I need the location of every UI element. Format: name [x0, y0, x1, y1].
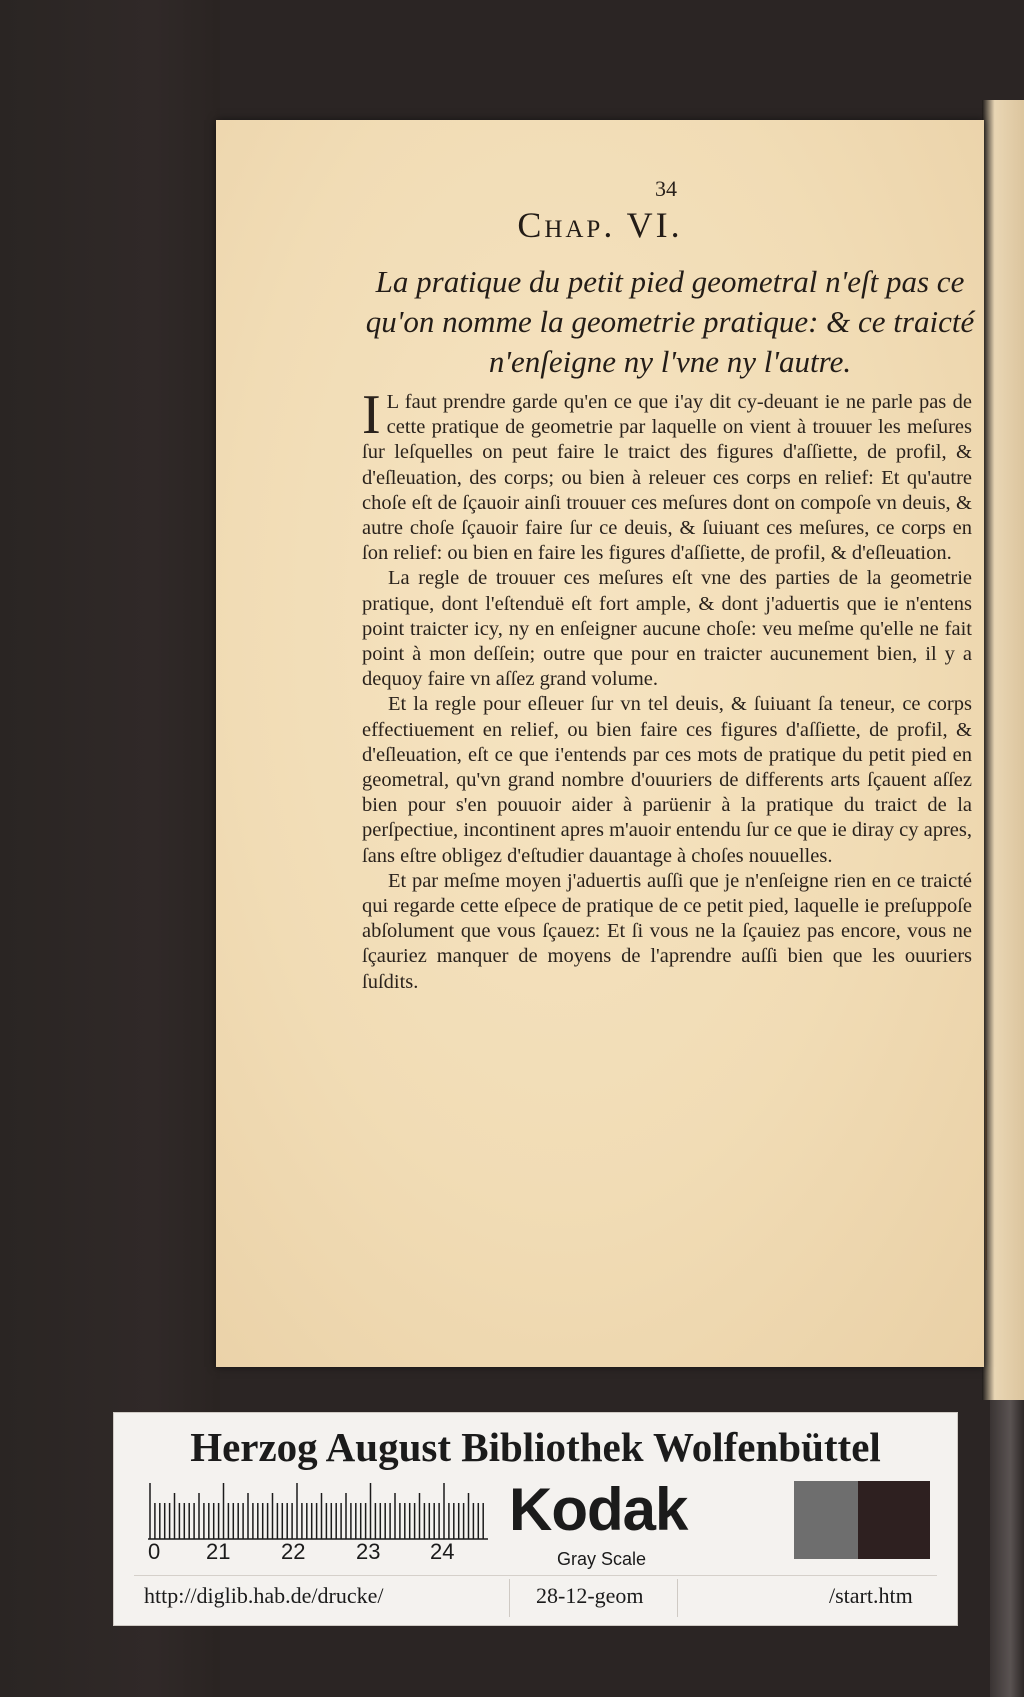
paragraph: Et par meſme moyen j'aduertis auſſi que je n'enſeigne rien en ce traicté qui regarde cette eſpece de pratique de ce petit pied, laquelle ie preſuppoſe abſolument que vous ſçauez: Et ſi vous ne la ſçauiez pas encore, vous ne ſçauriez manquer de moyens de l'aprendre auſſi bien que les ouuriers ſuſdits.	[362, 869, 972, 993]
library-title: Herzog August Bibliothek Wolfenbüttel	[190, 1424, 881, 1470]
kodak-logo: Kodak	[509, 1476, 688, 1543]
ruler-label: 21	[206, 1539, 231, 1564]
ruler-label: 23	[356, 1539, 381, 1564]
url-mid: 28-12-geom	[536, 1583, 644, 1608]
paragraph: I L faut prendre garde qu'en ce que i'ay dit cy-deuant ie ne parle pas de cette pratique de geometrie par laquelle on vient à trouuer les meſures ſur leſquelles on peut faire le traict des figures d'aſſiette, de profil, & d'eſleuation, des corps; ou bien à releuer ces corps en relief: Et qu'autre choſe eſt de ſçauoir ainſi trouuer ces meſures dont on compoſe vn deuis, & autre choſe ſçauoir faire ſur ce deuis, & ſuiuant ces meſures, ce corps en ſon relief: ou bien en faire les figures d'aſſiette, de profil, & d'eſleuation.	[362, 384, 972, 565]
separator	[677, 1579, 678, 1617]
scale-ruler	[148, 1481, 488, 1541]
separator	[509, 1579, 510, 1617]
gray-scale-label: Gray Scale	[557, 1549, 647, 1569]
ruler-ticks	[148, 1483, 488, 1539]
binding-thread	[985, 1070, 987, 1270]
ruler-label: 0	[148, 1539, 161, 1564]
url-right: /start.htm	[829, 1583, 913, 1608]
page-number: 34	[655, 176, 677, 201]
kodak-color-card	[113, 1412, 958, 1626]
paragraph: La regle de trouuer ces meſures eſt vne des parties de la geometrie pratique, dont l'eſtenduë eſt fort ample, & dont j'aduertis que ie n'entens point traicter icy, ny en enſeigner aucune choſe: veu meſme qu'elle ne fait point à mon deſſein; outre que pour en traicter aucunement bien, il y a dequoy faire vn aſſez grand volume.	[362, 567, 972, 691]
gray-swatch	[794, 1481, 858, 1559]
background-right	[990, 1400, 1024, 1697]
ruler-label: 24	[430, 1539, 455, 1564]
dark-swatch	[858, 1481, 930, 1559]
chapter-subtitle: La pratique du petit pied geometral n'eſt pas ce qu'on nomme la geometrie pratique: & ce traicté n'enſeigne ny l'vne ny l'autre.	[365, 264, 975, 379]
paragraph: Et la regle pour eſleuer ſur vn tel deuis, & ſuiuant ſa teneur, ce corps effectiuement en relief, ou bien faire ces figures d'aſſiette, de profil, & d'eſleuation, eſt ce que i'entends par ces mots de pratique du petit pied en geometral, qu'vn grand nombre d'ouuriers de differents arts ſçauent aſſez bien pour s'en pouuoir aider à parüenir à la pratique du traict de la perſpectiue, incontinent apres m'auoir entendu ſur ce que ie diray cy apres, ſans eſtre obligez d'eſtudier dauantage à choſes nouuelles.	[362, 693, 972, 867]
drop-cap: I	[362, 384, 381, 446]
body-text	[362, 384, 972, 995]
chapter-heading: Chap. VI.	[517, 205, 683, 245]
card-divider	[134, 1575, 937, 1576]
url-left: http://diglib.hab.de/drucke/	[144, 1583, 384, 1608]
ruler-label: 22	[281, 1539, 306, 1564]
